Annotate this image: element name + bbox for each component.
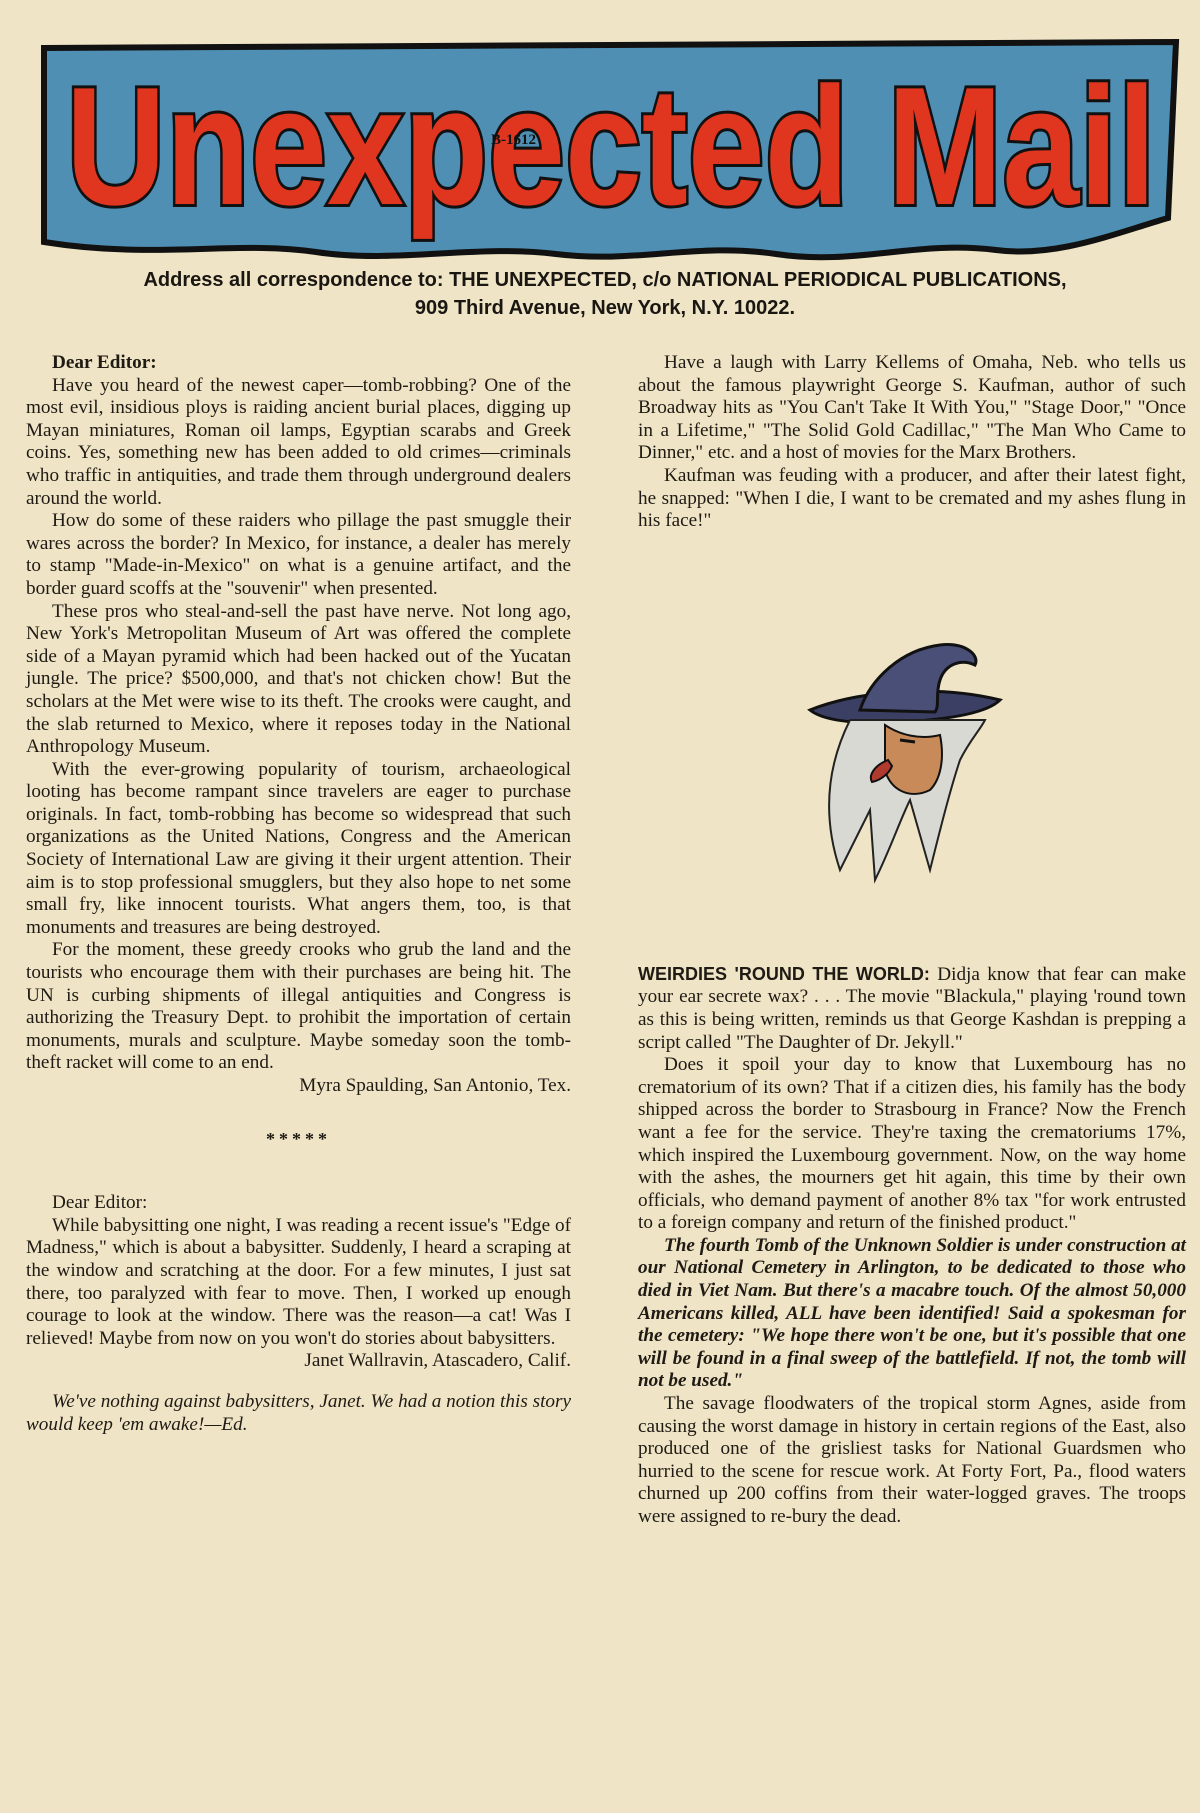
- witch-illustration: [790, 640, 1030, 900]
- address-line-1: Address all correspondence to: THE UNEXPECTED, c/o NATIONAL PERIODICAL PUBLICATIONS,: [143, 269, 1067, 291]
- letter1-paragraph: How do some of these raiders who pillage the past smuggle their wares across the border? In Mexico, for instance, a dealer has merely to stamp "Made-in-Mexico" on what is a genuine artifact, and the border guard scoffs at the "souvenir" when presented.: [26, 510, 571, 599]
- kellems-paragraph: Have a laugh with Larry Kellems of Omaha, Neb. who tells us about the famous playwright George S. Kaufman, author of such Broadway hits as "You Can't Take It With You," "Stage Door," "Once in a Lifetime," "The Solid Gold Cadillac," "The Man Who Came to Dinner," etc. and a host of movies for the Marx Brothers.: [638, 352, 1186, 464]
- letter2-paragraph: While babysitting one night, I was reading a recent issue's "Edge of Madness," which is about a babysitter. Suddenly, I heard a scraping at the window and scratching at the door. For a few minutes, I just sat there, too paralyzed with fear to move. Then, I worked up enough courage to look at the window. There was the reason—a cat! Was I relieved! Maybe from now on you won't do stories about babysitters.: [26, 1214, 571, 1349]
- address-line-2: 909 Third Avenue, New York, N.Y. 10022.: [414, 297, 796, 319]
- letter1-salutation: Dear Editor:: [52, 352, 157, 373]
- editor-reply: We've nothing against babysitters, Janet. We had a notion this story would keep 'em awake!—Ed.: [26, 1390, 571, 1435]
- weirdies-intro-text: Didja know that fear can make your ear secrete wax? . . . The movie "Blackula," playing 'round town as this is being written, reminds us that George Kashdan is prepping a script called "The Daughter of Dr. Jekyll.": [638, 963, 1186, 1053]
- letter1-paragraph: With the ever-growing popularity of tourism, archaeological looting has become rampant since travelers are eager to purchase originals. In fact, tomb-robbing has become so widespread that such organizations as the United Nations, Congress and the American Society of International Law are giving it their urgent attention. Their aim is to stop professional smugglers, but they also hope to net some small fry, like innocent tourists. What angers them, too, is that monuments and treasures are being destroyed.: [26, 758, 571, 938]
- letter1-signature: Myra Spaulding, San Antonio, Tex.: [299, 1075, 571, 1096]
- weirdies-heading: WEIRDIES 'ROUND THE WORLD:: [638, 963, 930, 984]
- letter1-paragraph: These pros who steal-and-sell the past have nerve. Not long ago, New York's Metropolitan Museum of Art was offered the complete side of a Mayan pyramid which had been hacked out of the Yucatan jungle. The price? $500,000, and that's not chicken chow! But the scholars at the Met were wise to its theft. The crooks were caught, and the slab returned to Mexico, where it reposes today in the National Anthropology Museum.: [26, 600, 571, 758]
- letter2-salutation: Dear Editor:: [52, 1192, 148, 1214]
- left-column: [26, 352, 571, 1436]
- weirdies-intro: [638, 963, 1186, 1054]
- tomb-unknown-paragraph: The fourth Tomb of the Unknown Soldier is under construction at our National Cemetery in Arlington, to be dedicated to those who died in Viet Nam. But there's a macabre touch. Of the almost 50,000 Americans killed, ALL have been identified! Said a spokesman for the cemetery: "We hope there won't be one, but it's possible that one will be found in a final sweep of the battlefield. If not, the tomb will not be used.": [638, 1234, 1186, 1392]
- address-block: [30, 266, 1180, 322]
- title-banner: [36, 28, 1186, 268]
- letter2-signature: Janet Wallravin, Atascadero, Calif.: [304, 1350, 571, 1372]
- letter1-paragraph: For the moment, these greedy crooks who grub the land and the tourists who encourage them with their purchases are being hit. The UN is curbing shipments of illegal antiquities and Congress is authorizing the Treasury Dept. to prohibit the importation of certain monuments, murals and sculpture. Maybe someday soon the tomb-theft racket will come to an end.: [26, 939, 571, 1074]
- luxembourg-paragraph: Does it spoil your day to know that Luxembourg has no crematorium of its own? That if a citizen dies, his family has the body shipped across the border to Strasbourg in France? Now the French want a fee for the service. They're taxing the crematoriums 17%, which inspired the Luxembourg government. Now, on the way home with the ashes, the mourners get hit again, this time by their own officials, who demand payment of another 8% tax "for work entrusted to a foreign company and return of the finished product.": [638, 1054, 1186, 1234]
- banner-code: B-1612: [491, 132, 536, 148]
- floodwaters-paragraph: The savage floodwaters of the tropical storm Agnes, aside from causing the worst damage in history in certain regions of the East, also produced one of the grisliest tasks for National Guardsmen who hurried to the scene for rescue work. At Forty Fort, Pa., flood waters churned up 200 coffins from their water-logged graves. The troops were assigned to re-bury the dead.: [638, 1393, 1186, 1527]
- banner-art: [36, 28, 1186, 268]
- banner-title: Unexpected Mail: [66, 52, 1156, 240]
- right-column: [638, 352, 1186, 1529]
- letter1-paragraph: Have you heard of the newest caper—tomb-robbing? One of the most evil, insidious ploys is raiding ancient burial places, digging up Mayan miniatures, Roman oil lamps, Egyptian scarabs and Greek coins. Yes, something new has been added to old crimes—criminals who traffic in antiquities, and trade them through underground dealers around the world.: [26, 374, 571, 509]
- kellems-paragraph: Kaufman was feuding with a producer, and after their latest fight, he snapped: "When I die, I want to be cremated and my ashes flung in his face!": [638, 464, 1186, 532]
- separator-stars: *****: [266, 1128, 331, 1149]
- witch-head-icon: [790, 640, 1030, 900]
